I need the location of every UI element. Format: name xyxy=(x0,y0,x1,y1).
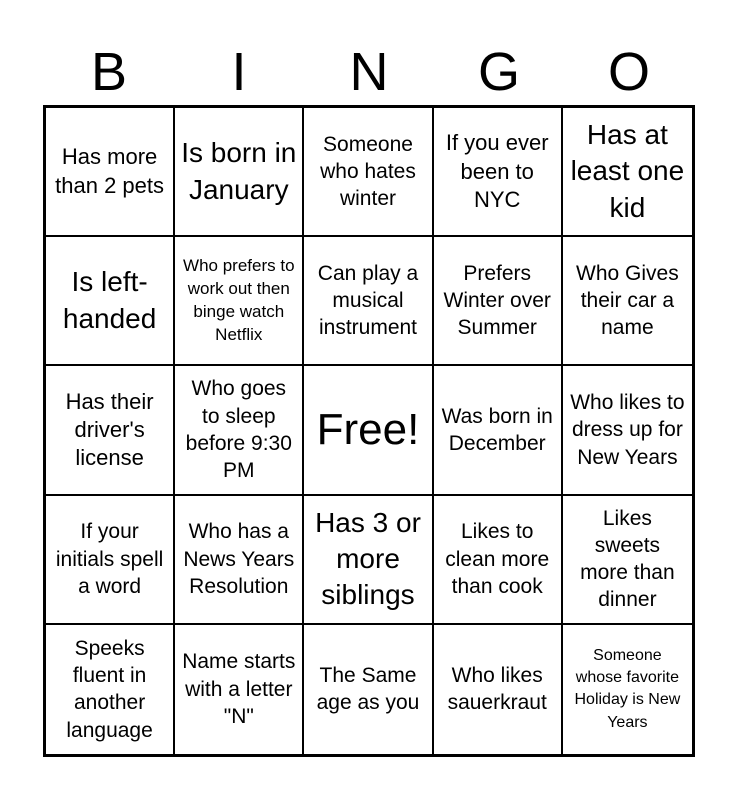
bingo-cell[interactable] xyxy=(46,108,175,237)
cell-text: Someone whose favorite Holiday is New Years xyxy=(574,646,681,731)
cell-text: Who likes sauerkraut xyxy=(447,664,547,715)
bingo-cell[interactable] xyxy=(175,366,304,495)
cell-text: Is left-handed xyxy=(62,266,157,334)
bingo-header xyxy=(44,38,694,106)
cell-text: Has 3 or more siblings xyxy=(315,506,421,611)
bingo-cell[interactable] xyxy=(434,625,563,754)
cell-text: Was born in December xyxy=(441,404,553,455)
header-letter-i: I xyxy=(231,42,247,102)
free-cell[interactable] xyxy=(304,366,433,495)
bingo-cell[interactable] xyxy=(46,496,175,625)
bingo-cell[interactable] xyxy=(304,496,433,625)
bingo-board xyxy=(43,105,695,757)
bingo-cell[interactable] xyxy=(563,108,692,237)
cell-text: Speeks fluent in another language xyxy=(66,636,153,742)
bingo-cell[interactable] xyxy=(46,237,175,366)
cell-text: Who goes to sleep before 9:30 PM xyxy=(185,377,292,483)
bingo-cell[interactable] xyxy=(304,625,433,754)
bingo-cell[interactable] xyxy=(563,625,692,754)
bingo-cell[interactable] xyxy=(563,496,692,625)
bingo-cell[interactable] xyxy=(46,366,175,495)
cell-text: Who prefers to work out then binge watch Netflix xyxy=(183,255,295,344)
cell-text: Who Gives their car a name xyxy=(576,261,679,340)
bingo-cell[interactable] xyxy=(304,108,433,237)
cell-text: Prefers Winter over Summer xyxy=(443,261,551,340)
bingo-cell[interactable] xyxy=(175,237,304,366)
bingo-cell[interactable] xyxy=(175,625,304,754)
cell-text: If your initials spell a word xyxy=(55,520,164,598)
header-letter-o: O xyxy=(607,42,650,102)
bingo-cell[interactable] xyxy=(434,108,563,237)
cell-text: Who has a News Years Resolution xyxy=(183,520,295,598)
header-letter-n: N xyxy=(349,42,389,102)
header-letter-b: B xyxy=(90,42,128,102)
cell-text: Who likes to dress up for New Years xyxy=(570,391,685,469)
header-letter-g: G xyxy=(477,42,520,102)
cell-text: If you ever been to NYC xyxy=(445,130,549,212)
cell-text: Name starts with a letter "N" xyxy=(182,650,296,729)
bingo-cell[interactable] xyxy=(434,366,563,495)
bingo-cell[interactable] xyxy=(563,366,692,495)
cell-text: Can play a musical instrument xyxy=(317,261,419,340)
cell-text: Is born in January xyxy=(181,137,297,205)
cell-text: Has at least one kid xyxy=(570,119,685,223)
bingo-cell[interactable] xyxy=(434,237,563,366)
cell-text: The Same age as you xyxy=(316,664,420,715)
bingo-cell[interactable] xyxy=(563,237,692,366)
cell-text: Has their driver's license xyxy=(65,388,154,471)
bingo-cell[interactable] xyxy=(46,625,175,754)
cell-text: Likes sweets more than dinner xyxy=(580,506,675,612)
cell-text: Likes to clean more than cook xyxy=(445,520,550,598)
cell-text: Someone who hates winter xyxy=(320,132,416,211)
bingo-cell[interactable] xyxy=(304,237,433,366)
free-label: Free! xyxy=(316,404,420,454)
bingo-cell[interactable] xyxy=(175,108,304,237)
bingo-cell[interactable] xyxy=(175,496,304,625)
bingo-cell[interactable] xyxy=(434,496,563,625)
cell-text: Has more than 2 pets xyxy=(55,144,165,198)
